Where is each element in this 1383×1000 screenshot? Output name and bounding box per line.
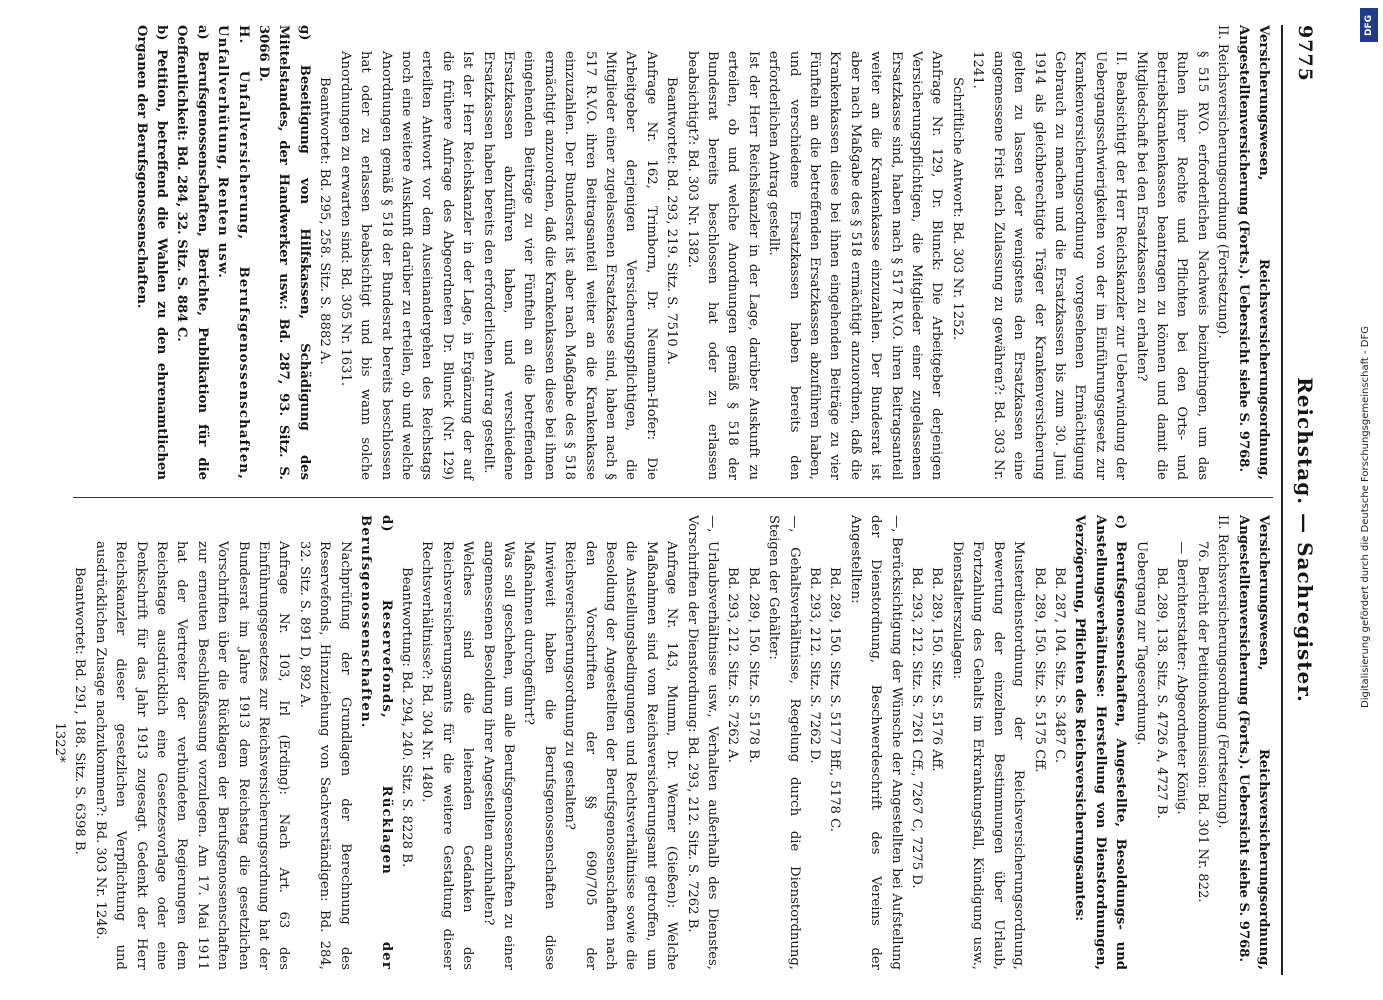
paragraph: Musterdienstordnung der Reichsversicherungsordnung, Bewertung der einzelnen Bestimmungen über Urlaub, Fortzahlung des Gehalts im Erkrankungsfall, Kündigung usw., Dienstalterszulagen: xyxy=(949,541,1027,970)
rotated-page-content xyxy=(52,25,1325,975)
paragraph: Schriftliche Antwort: Bd. 303 Nr. 1252. xyxy=(949,77,965,341)
paragraph: Beantwortet: Bd. 291, 188. Sitz. S. 6398 B. xyxy=(72,567,88,855)
paragraph: Bd. 289, 150. Sitz. S. 5178 B. xyxy=(745,567,761,764)
paragraph: Anfrage Nr. 143, Mumm, Dr. Werner (Gießen): Welche Maßnahmen sind vom Reichsversicherungsamt getroffen, um die Anstellungsbedingungen und Rechtsverhältnisse sowie die Besoldung der Angestellten der Berufsgenossenschaften nach den Vorschriften der §§ 690/705 der Reichsversicherungsordnung zu gestalten? xyxy=(562,541,680,970)
list-item: a) Berufsgenossenschaften, Berichte, Publikation für die Oeffentlichkeit: Bd. 284, 32. Sitz. S. 884 C. xyxy=(174,25,210,480)
column-separator xyxy=(73,497,1273,498)
signature-mark: 1322* xyxy=(52,722,68,763)
page-number: 9775 xyxy=(1294,25,1316,82)
section-heading: Versicherungswesen, Reichsversicherungsordnung, Angestelltenversicherung (Forts.). Uebersicht siehe S. 9768. xyxy=(1235,25,1271,480)
paragraph: 76. Bericht der Petitionskommission: Bd. 301 Nr. 822. xyxy=(1194,541,1210,903)
paragraph: Bd. 293, 212. Sitz. S. 7262 D. xyxy=(807,567,823,764)
paragraph: § 515 RVO. erforderlichen Nachweis beizubringen, um das Ruhen ihrer Rechte und Pflichten bei den Orts- und Betriebskrankenkassen beantragen zu können und damit die Mitgliedschaft bei den Ersatzkassen zu erhalten? xyxy=(1133,51,1210,480)
paragraph: Anfrage Nr. 162, Trimborn, Dr. Neumann-Hofer: Die Arbeitgeber derjenigen Versicherungspflichtigen, die Mitglieder einer zugelassenen Ersatzkasse sind, haben nach § 517 R.V.O. ihren Beitragsanteil weiter an die Krankenkasse einzuzahlen. Der Bundesrat ist aber nach Maßgabe des § 518 ermächtigt anzuordnen, daß die Krankenkassen diese bei ihnen eingehenden Beiträge zu vier Fünfteln an die betreffenden Ersatzkassen abzuführen haben, und verschiedene Ersatzkassen haben bereits den erforderlichen Antrag gestellt. xyxy=(480,51,659,480)
list-item: g) Beseitigung von Hilfskassen, Schädigung des Mittelstandes, der Handwerker usw.: Bd. 287, 93. Sitz. S. 3066 D. xyxy=(256,25,312,480)
paragraph: —, Berücksichtigung der Wünsche der Angestellten bei Aufstellung der Dienstordnung, Beschwerdeschrift des Vereins der Angestellten: xyxy=(847,515,904,970)
paragraph: II. Beabsichtigt der Herr Reichskanzler zur Ueberwindung der Uebergangsschwierigkeiten von der im Einführungsgesetz zur Krankenversicherungsordnung vorgesehenen Ermächtigung Gebrauch zu machen und die Ersatzkassen bis zum 30. Juni 1914 als gleichberechtigte Träger der Krankenversicherung gelten zu lassen oder wenigstens den Ersatzkassen eine angemessene Frist nach Zulassung zu gewähren?: Bd. 303 Nr. 1241. xyxy=(970,51,1129,480)
dfg-credit-text: Digitalisierung gefördert durch die Deutsche Forschungsgemeinschaft - DFG xyxy=(1360,325,1371,708)
paragraph: Bd. 293, 212. Sitz. S. 7261 Cff., 7267 C, 7275 D. xyxy=(909,567,925,889)
paragraph: Bd. 289, 150. Sitz. S. 5175 Cff. xyxy=(1031,567,1047,773)
header-rule xyxy=(1281,25,1283,975)
list-item: b) Petition, betreffend die Wahlen zu den ehrenamtlichen Organen der Berufsgenossenschaften. xyxy=(133,25,170,480)
paragraph: Bd. 293, 212. Sitz. S. 7262 A. xyxy=(725,567,741,763)
paragraph: Bd. 289, 150. Sitz. S. 5177 Bff., 5178 C. xyxy=(827,567,843,832)
paragraph: — Berichterstatter: Abgeordneter König. xyxy=(1174,541,1190,815)
paragraph: Bd. 287, 104. Sitz. S. 3487 C. xyxy=(1051,567,1067,764)
section-heading: H. Unfallversicherung, Berufsgenossenschaften, Unfallverhütung, Renten usw. xyxy=(215,25,251,480)
paragraph: Inwieweit haben die Berufsgenossenschaften diese Maßnahmen durchgeführt? xyxy=(521,541,557,970)
paragraph: —, Gehaltsverhältnisse, Regelung durch die Dienstordnung, Steigen der Gehälter: xyxy=(766,515,802,970)
paragraph: Was soll geschehen, um alle Berufsgenossenschaften zu einer angemessenen Besoldung ihrer Angestellten anzuhalten? xyxy=(480,541,516,970)
paragraph: Bd. 289, 138. Sitz. S. 4726 A, 4727 B. xyxy=(1153,567,1169,819)
column-right xyxy=(49,515,1273,970)
paragraph: Ist der Herr Reichskanzler in der Lage, in Ergänzung der auf die frühere Anfrage des Abgeordneten Dr. Blunck (Nr. 129) erteilten Antwort vor dem Auseinandergehen des Reichstags noch eine weitere Auskunft darüber zu erteilen, ob und welche Anordnungen gemäß § 518 der Bundesrat bereits beschlossen hat oder zu erlassen beabsichtigt und bis wann solche Anordnungen zu erwarten sind: Bd. 305 Nr. 1631. xyxy=(337,51,476,480)
paragraph: Beantwortet: Bd. 295, 258. Sitz. S. 8882 A. xyxy=(317,77,333,365)
paragraph: —, Urlaubsverhältnisse usw., Verhalten außerhalb des Dienstes, Vorschriften der Dienstordnung: Bd. 293, 212. Sitz. S. 7262 B. xyxy=(684,515,721,970)
page-header xyxy=(1285,25,1325,975)
dfg-logo: DFG xyxy=(1360,8,1378,42)
list-item: c) Berufsgenossenschaften, Angestellte, Besoldungs- und Anstellungsverhältnisse: Herstellung von Dienstordnungen, Verzögerung, Pflichten des Reichsversicherungsamtes: xyxy=(1072,515,1129,970)
paragraph: Beantwortet: Bd. 293, 219. Sitz. S. 7510 A. xyxy=(664,77,680,365)
paragraph: Uebergang zur Tagesordnung. xyxy=(1133,541,1149,746)
subsection-heading: II. Reichsversicherungsordnung (Fortsetzung). xyxy=(1215,515,1231,829)
paragraph: Beantwortung: Bd. 294, 240. Sitz. S. 8228 B. xyxy=(398,567,414,868)
paragraph: Anfrage Nr. 129, Dr. Blunck: Die Arbeitgeber derjenigen Versicherungspflichtigen, die Mitglieder einer zugelassenen Ersatzkasse sind, haben nach § 517 R.V.O. ihren Beitragsanteil weiter an die Krankenkasse einzuzahlen. Der Bundesrat ist aber nach Maßgabe des § 518 ermächtigt anzuordnen, daß die Krankenkassen diese bei ihnen eingehenden Beiträge zu vier Fünfteln an die betreffenden Ersatzkassen abzuführen haben, und verschiedene Ersatzkassen haben bereits den erforderlichen Antrag gestellt. xyxy=(766,51,945,480)
paragraph: Nachprüfung der Grundlagen der Berechnung des Reservefonds, Hinzuziehung von Sachverständigen: Bd. 284, 32. Sitz. S. 891 D, 892 A. xyxy=(296,541,353,970)
subsection-heading: II. Reichsversicherungsordnung (Fortsetzung). xyxy=(1215,25,1231,339)
paragraph: Anfrage Nr. 103, Irl (Erding): Nach Art. 63 des Einführungsgesetzes zur Reichsversicherungsordnung hat der Bundesrat im Jahre 1913 dem Reichstag die gesetzlichen Vorschriften über die Rücklagen der Berufsgenossenschaften zur erneuten Beschlußfassung vorzulegen. Am 17. Mai 1911 hat der Vertreter der verbündeten Regierungen dem Reichstage ausdrücklich eine Gesetzesvorlage oder eine Denkschrift für das Jahr 1913 zugesagt. Gedenkt der Herr Reichskanzler dieser gesetzlichen Verpflichtung und ausdrücklichen Zusage nachzukommen?: Bd. 303 Nr. 1246. xyxy=(92,541,292,970)
paragraph: Bd. 289, 150. Sitz. S. 5176 Aff. xyxy=(929,567,945,772)
paragraph: Ist der Herr Reichskanzler in der Lage, darüber Auskunft zu erteilen, ob und welche Anordnungen gemäß § 518 der Bundesrat bereits beschlossen hat oder zu erlassen beabsichtigt?: Bd. 303 Nr. 1382. xyxy=(684,51,761,480)
paragraph: Welches sind die leitenden Gedanken des Reichsversicherungsamts für die weitere Gestaltung dieser Rechtsverhältnisse?: Bd. 304 Nr. 1480. xyxy=(419,541,476,970)
page-title: Reichstag. — Sachregister. xyxy=(1293,377,1317,703)
list-item: d) Reservefonds, Rücklagen der Berufsgenossenschaften. xyxy=(358,515,394,970)
column-left xyxy=(130,25,1273,480)
section-heading: Versicherungswesen, Reichsversicherungsordnung, Angestelltenversicherung (Forts.). Uebersicht siehe S. 9768. xyxy=(1235,515,1271,970)
